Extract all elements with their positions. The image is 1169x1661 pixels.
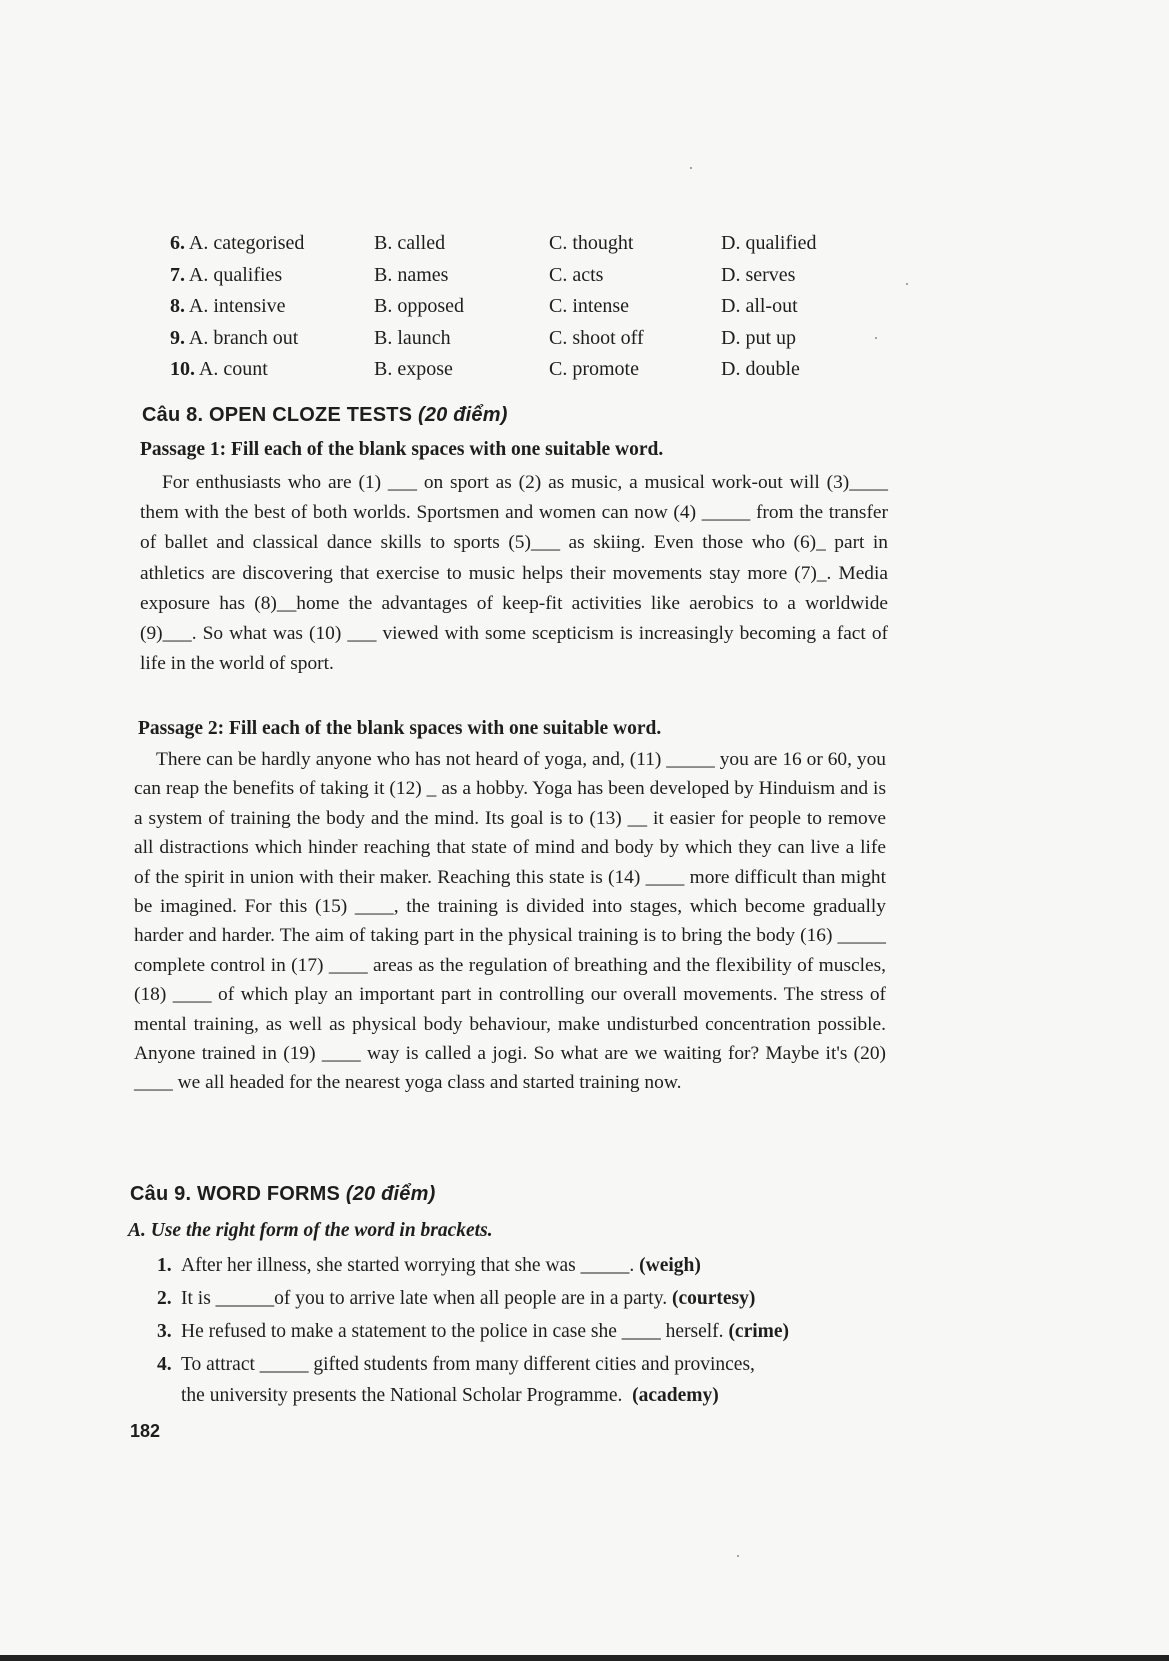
option-d: D. all-out (721, 295, 798, 318)
option-a: A. qualifies (188, 263, 283, 286)
option-c: C. thought (549, 232, 634, 255)
option-a: A. intensive (188, 295, 286, 318)
part-a-instruction: A. Use the right form of the word in brackets. (128, 1220, 493, 1241)
section-heading-cau8 (142, 404, 508, 427)
item-number: 2. (157, 1287, 172, 1309)
option-c: C. shoot off (549, 326, 644, 349)
item-number: 3. (157, 1320, 172, 1342)
item-word: (courtesy) (671, 1287, 756, 1309)
option-d: D. serves (721, 263, 796, 286)
scan-speck (737, 1555, 739, 1557)
list-item (157, 1249, 887, 1282)
option-c: C. acts (549, 263, 604, 286)
section-title: Câu 9. WORD FORMS (130, 1183, 341, 1205)
list-item (157, 1282, 887, 1315)
section-heading-cau9 (130, 1183, 435, 1206)
option-row (170, 323, 870, 355)
page-number: 182 (130, 1421, 161, 1441)
option-d: D. double (721, 358, 800, 381)
option-d: D. qualified (721, 232, 817, 255)
scan-speck (875, 337, 877, 339)
question-number: 6. (170, 232, 185, 255)
scan-edge (0, 1655, 1169, 1661)
question-number: 9. (170, 326, 185, 349)
passage1-text: For enthusiasts who are (1) ___ on sport as (2) as music, a musical work-out will (3)____ them with the best of both worlds. Sportsmen and women can now (4) _____ from the transfer of ballet and classical dance skills to sports (5)___ as skiing. Even those who (6)_ part in athletics are discovering that exercise to music helps their movements stay more (7)_. Media exposure has (8)__home the advantages of keep-fit activities like aerobics to a worldwide (9)___. So what was (10) ___ viewed with some scepticism is increasingly becoming a fact of life in the world of sport. (140, 472, 888, 675)
question-number: 8. (170, 295, 185, 318)
item-text: It is ______of you to arrive late when all people are in a party. (181, 1287, 668, 1309)
item-number: 1. (157, 1254, 172, 1276)
option-b: B. opposed (374, 295, 464, 318)
item-word: (crime) (728, 1320, 790, 1342)
passage2-text: There can be hardly anyone who has not heard of yoga, and, (11) _____ you are 16 or 60, you can reap the benefits of taking it (12) _ as a hobby. Yoga has been developed by Hinduism and is a system of training the body and the mind. Its goal is to (13) __ it easier for people to remove all distractions which hinder reaching that state of mind and body by which they can live a life of the spirit in union with their maker. Reaching this state is (14) ____ more difficult than might be imagined. For this (15) ____, the training is divided into stages, which become gradually harder and harder. The aim of taking part in the physical training is to bring the body (16) _____ complete control in (17) ____ areas as the regulation of breathing and the flexibility of muscles, (18) ____ of which play an important part in controlling our overall movements. The stress of mental training, as well as physical body behaviour, make undisturbed concentration possible. Anyone trained in (19) ____ way is called a jogi. So what are we waiting for? Maybe it's (20) ____ we all headed for the nearest yoga class and started training now. (134, 749, 886, 1094)
scan-speck (690, 167, 692, 169)
option-a: A. count (198, 358, 268, 381)
option-row (170, 260, 870, 292)
option-row (170, 228, 870, 260)
option-c: C. intense (549, 295, 629, 318)
section-points: (20 điểm) (417, 404, 508, 426)
item-text: He refused to make a statement to the police in case she ____ herself. (181, 1320, 724, 1342)
item-word: (weigh) (639, 1254, 701, 1276)
list-item (157, 1348, 887, 1381)
passage2-heading: Passage 2: Fill each of the blank spaces with one suitable word. (138, 718, 662, 739)
option-a: A. categorised (188, 232, 305, 255)
item-word: (academy) (632, 1385, 719, 1406)
option-a: A. branch out (188, 326, 299, 349)
option-b: B. launch (374, 326, 451, 349)
option-row (170, 291, 870, 323)
option-b: B. expose (374, 358, 453, 381)
question-number: 10. (170, 358, 195, 381)
scan-speck (906, 283, 908, 285)
passage1-heading: Passage 1: Fill each of the blank spaces with one suitable word. (140, 439, 664, 460)
item-text: the university presents the National Scholar Programme. (181, 1385, 628, 1406)
option-c: C. promote (549, 358, 639, 381)
word-form-items (157, 1249, 887, 1411)
question-number: 7. (170, 263, 185, 286)
item-text: To attract _____ gifted students from many different cities and provinces, (181, 1353, 755, 1375)
item-text: After her illness, she started worrying that she was _____. (181, 1254, 635, 1276)
section-title: Câu 8. OPEN CLOZE TESTS (142, 404, 413, 426)
option-b: B. called (374, 232, 446, 255)
list-item-continuation (157, 1381, 887, 1411)
list-item (157, 1315, 887, 1348)
option-d: D. put up (721, 326, 796, 349)
option-b: B. names (374, 263, 449, 286)
section-points: (20 điểm) (345, 1183, 436, 1205)
option-row (170, 354, 870, 386)
answer-options-table (170, 228, 870, 386)
item-number: 4. (157, 1353, 172, 1375)
